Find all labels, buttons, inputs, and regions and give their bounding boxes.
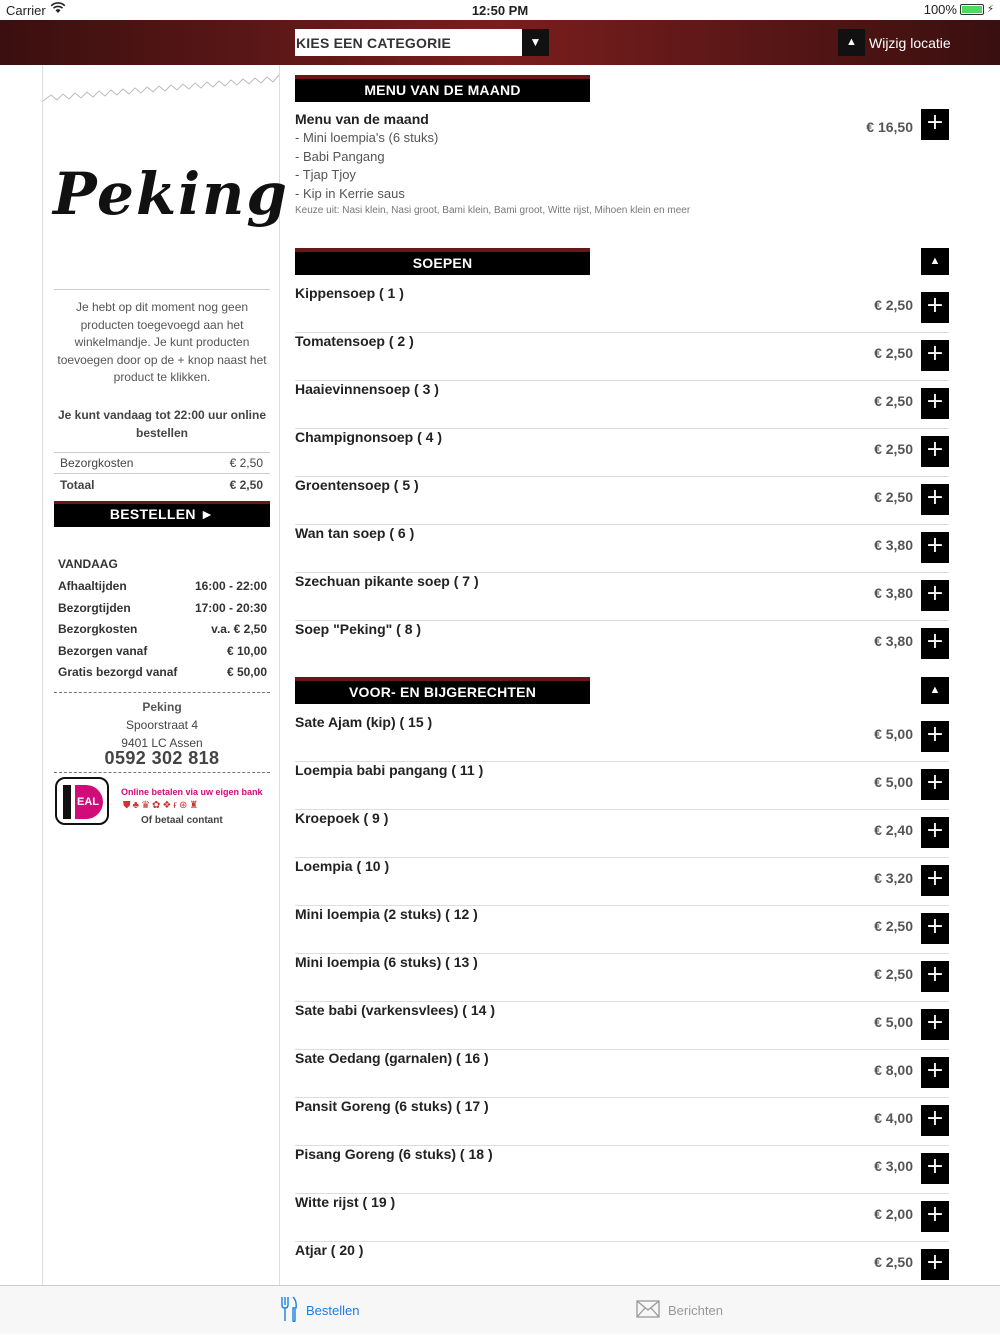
hours-row bbox=[58, 622, 267, 636]
fork-knife-icon bbox=[280, 1296, 298, 1325]
clock: 12:50 PM bbox=[471, 3, 529, 18]
hours-label: Bezorgkosten bbox=[58, 622, 138, 636]
hours-label: Afhaaltijden bbox=[58, 579, 127, 593]
menu-item-name: Pansit Goreng (6 stuks) ( 17 ) bbox=[295, 1098, 489, 1114]
menu-item bbox=[295, 1194, 949, 1242]
divider bbox=[54, 289, 270, 290]
add-to-cart-button[interactable]: + bbox=[921, 484, 949, 515]
menu-item bbox=[295, 525, 949, 573]
menu-item bbox=[295, 381, 949, 429]
menu-item-name: Kroepoek ( 9 ) bbox=[295, 810, 389, 826]
menu-item-name: Soep "Peking" ( 8 ) bbox=[295, 621, 422, 637]
carrier-label: Carrier bbox=[6, 3, 46, 18]
cart-delivery-row bbox=[60, 456, 263, 470]
status-bar bbox=[0, 0, 1000, 20]
menu-item bbox=[295, 858, 949, 906]
cart-total-label: Totaal bbox=[60, 478, 95, 492]
menu-item-price: € 2,50 bbox=[874, 393, 913, 409]
cart-delivery-label: Bezorgkosten bbox=[60, 456, 134, 470]
menu-item-price: € 2,50 bbox=[874, 345, 913, 361]
menu-item-name: Witte rijst ( 19 ) bbox=[295, 1194, 396, 1210]
menu-item-price: € 2,50 bbox=[874, 297, 913, 313]
hours-row bbox=[58, 665, 267, 679]
add-to-cart-button[interactable]: + bbox=[921, 532, 949, 563]
triangle-up-icon: ▲ bbox=[838, 29, 865, 56]
hours-title: VANDAAG bbox=[58, 557, 118, 571]
hours-row bbox=[58, 644, 267, 658]
add-to-cart-button[interactable]: + bbox=[921, 1057, 949, 1088]
menu-item-name: Menu van de maand bbox=[295, 111, 429, 127]
menu-item-name: Sate Ajam (kip) ( 15 ) bbox=[295, 714, 433, 730]
add-to-cart-button[interactable]: + bbox=[921, 1153, 949, 1184]
torn-paper-edge bbox=[43, 65, 281, 105]
menu-item-price: € 2,40 bbox=[874, 822, 913, 838]
menu-item-price: € 5,00 bbox=[874, 774, 913, 790]
menu-item-name: Szechuan pikante soep ( 7 ) bbox=[295, 573, 479, 589]
cart-delivery-value: € 2,50 bbox=[229, 456, 263, 470]
add-to-cart-button[interactable]: + bbox=[921, 913, 949, 944]
add-to-cart-button[interactable]: + bbox=[921, 580, 949, 611]
add-to-cart-button[interactable]: + bbox=[921, 1201, 949, 1232]
add-to-cart-button[interactable]: + bbox=[921, 817, 949, 848]
menu-item-price: € 2,50 bbox=[874, 966, 913, 982]
menu-item-price: € 3,80 bbox=[874, 585, 913, 601]
menu-item bbox=[295, 1098, 949, 1146]
ideal-logo-icon: EAL bbox=[55, 777, 109, 825]
menu-item-line: - Mini loempia's (6 stuks) bbox=[295, 130, 439, 145]
menu-item-name: Atjar ( 20 ) bbox=[295, 1242, 364, 1258]
category-select-label: KIES EEN CATEGORIE bbox=[296, 35, 452, 51]
category-select[interactable] bbox=[295, 29, 549, 56]
cash-text: Of betaal contant bbox=[141, 815, 223, 826]
battery-indicator bbox=[924, 2, 994, 17]
add-to-cart-button[interactable]: + bbox=[921, 292, 949, 323]
menu-item bbox=[295, 1146, 949, 1194]
menu-item bbox=[295, 954, 949, 1002]
tab-berichten[interactable] bbox=[636, 1286, 723, 1335]
add-to-cart-button[interactable]: + bbox=[921, 1105, 949, 1136]
tab-label: Berichten bbox=[668, 1303, 723, 1318]
divider bbox=[54, 473, 270, 474]
menu-item bbox=[295, 333, 949, 381]
order-button[interactable]: BESTELLEN ► bbox=[54, 501, 270, 527]
charging-icon: ⚡ bbox=[986, 4, 994, 15]
hours-label: Gratis bezorgd vanaf bbox=[58, 665, 178, 679]
hours-value: v.a. € 2,50 bbox=[211, 622, 267, 636]
menu-item-name: Wan tan soep ( 6 ) bbox=[295, 525, 415, 541]
hours-label: Bezorgen vanaf bbox=[58, 644, 148, 658]
add-to-cart-button[interactable]: + bbox=[921, 769, 949, 800]
menu-item bbox=[295, 1050, 949, 1098]
menu-item-price: € 3,80 bbox=[874, 633, 913, 649]
menu-item bbox=[295, 621, 949, 669]
menu-item-name: Tomatensoep ( 2 ) bbox=[295, 333, 414, 349]
add-to-cart-button[interactable]: + bbox=[921, 628, 949, 659]
restaurant-city: 9401 LC Assen bbox=[121, 736, 203, 750]
menu-item-price: € 3,20 bbox=[874, 870, 913, 886]
add-to-cart-button[interactable]: + bbox=[921, 1249, 949, 1280]
section-title-soepen: SOEPEN bbox=[295, 248, 590, 275]
collapse-section-button[interactable]: ▲ bbox=[921, 677, 949, 704]
menu-item-price: € 2,50 bbox=[874, 1254, 913, 1270]
empty-cart-message: Je hebt op dit moment nog geen producten toegevoegd aan het winkelmandje. Je kunt producten toevoegen door op de + knop naast het product te klikken. bbox=[57, 300, 267, 384]
chevron-down-icon[interactable]: ▼ bbox=[522, 29, 549, 56]
add-to-cart-button[interactable]: + bbox=[921, 340, 949, 371]
envelope-icon bbox=[636, 1300, 660, 1321]
menu-item-name: Mini loempia (6 stuks) ( 13 ) bbox=[295, 954, 478, 970]
menu-item-name: Sate babi (varkensvlees) ( 14 ) bbox=[295, 1002, 495, 1018]
menu-item bbox=[295, 762, 949, 810]
menu-item-price: € 2,50 bbox=[874, 489, 913, 505]
menu-item-name: Groentensoep ( 5 ) bbox=[295, 477, 419, 493]
add-to-cart-button[interactable]: + bbox=[921, 436, 949, 467]
hours-row bbox=[58, 601, 267, 615]
menu-item-price: € 5,00 bbox=[874, 726, 913, 742]
tab-label: Bestellen bbox=[306, 1303, 360, 1318]
menu-item-name: Sate Oedang (garnalen) ( 16 ) bbox=[295, 1050, 489, 1066]
menu-item bbox=[295, 285, 949, 333]
hours-value: € 10,00 bbox=[226, 644, 267, 658]
menu-item bbox=[295, 429, 949, 477]
menu-item-name: Pisang Goreng (6 stuks) ( 18 ) bbox=[295, 1146, 493, 1162]
change-location-label: Wijzig locatie bbox=[869, 34, 951, 51]
menu-item-price: € 2,50 bbox=[874, 441, 913, 457]
menu-item-price: € 2,00 bbox=[874, 1206, 913, 1222]
menu-item-price: € 16,50 bbox=[866, 119, 913, 135]
add-to-cart-button[interactable]: + bbox=[921, 1009, 949, 1040]
menu-item-name: Champignonsoep ( 4 ) bbox=[295, 429, 442, 445]
add-to-cart-button[interactable]: + bbox=[921, 109, 949, 140]
menu-item-price: € 4,00 bbox=[874, 1110, 913, 1126]
dashed-divider bbox=[54, 692, 270, 693]
sidebar bbox=[42, 65, 289, 1285]
cart-total-value: € 2,50 bbox=[229, 478, 263, 492]
bank-icons: ⛊♣♛✿❖ғ⊛♜ bbox=[123, 800, 201, 811]
menu-item-name: Kippensoep ( 1 ) bbox=[295, 285, 404, 301]
change-location-button[interactable] bbox=[838, 29, 951, 56]
menu-item-name: Loempia babi pangang ( 11 ) bbox=[295, 762, 484, 778]
collapse-section-button[interactable]: ▲ bbox=[921, 248, 949, 275]
menu-item bbox=[295, 1002, 949, 1050]
battery-percent: 100% bbox=[923, 2, 957, 17]
tab-bestellen[interactable] bbox=[280, 1286, 359, 1335]
add-to-cart-button[interactable]: + bbox=[921, 865, 949, 896]
menu-item bbox=[295, 714, 949, 762]
menu-item-line: - Kip in Kerrie saus bbox=[295, 186, 405, 201]
top-bar bbox=[0, 20, 1000, 65]
menu-item bbox=[295, 906, 949, 954]
dashed-divider bbox=[54, 772, 270, 773]
hours-row bbox=[58, 579, 267, 593]
menu-item-price: € 2,50 bbox=[874, 918, 913, 934]
menu-item-name: Mini loempia (2 stuks) ( 12 ) bbox=[295, 906, 478, 922]
menu-item-choices: Keuze uit: Nasi klein, Nasi groot, Bami klein, Bami groot, Witte rijst, Mihoen klein en meer bbox=[295, 205, 691, 216]
tab-bar bbox=[0, 1285, 1000, 1334]
menu-item-line: - Babi Pangang bbox=[295, 149, 385, 164]
add-to-cart-button[interactable]: + bbox=[921, 721, 949, 752]
hours-label: Bezorgtijden bbox=[58, 601, 131, 615]
menu-item-price: € 3,80 bbox=[874, 537, 913, 553]
menu-item bbox=[295, 477, 949, 525]
section-title-menu-maand: MENU VAN DE MAAND bbox=[295, 75, 590, 102]
restaurant-logo: Peking bbox=[53, 160, 289, 228]
battery-icon bbox=[960, 4, 984, 15]
menu-item-line: - Tjap Tjoy bbox=[295, 167, 356, 182]
restaurant-street: Spoorstraat 4 bbox=[125, 718, 199, 732]
menu-item bbox=[295, 1242, 949, 1290]
menu-item-price: € 8,00 bbox=[874, 1062, 913, 1078]
restaurant-name: Peking bbox=[142, 700, 182, 714]
menu-item-name: Loempia ( 10 ) bbox=[295, 858, 390, 874]
menu-item bbox=[295, 573, 949, 621]
order-until-message: Je kunt vandaag tot 22:00 uur online bestellen bbox=[57, 408, 267, 440]
restaurant-phone[interactable]: 0592 302 818 bbox=[104, 748, 220, 768]
add-to-cart-button[interactable]: + bbox=[921, 388, 949, 419]
cart-total-row bbox=[60, 478, 263, 492]
hours-value: 16:00 - 22:00 bbox=[194, 579, 267, 593]
menu-item bbox=[295, 810, 949, 858]
divider bbox=[54, 452, 270, 453]
menu-item-price: € 3,00 bbox=[874, 1158, 913, 1174]
hours-value: € 50,00 bbox=[226, 665, 267, 679]
hours-value: 17:00 - 20:30 bbox=[194, 601, 267, 615]
ideal-text: Online betalen via uw eigen bank bbox=[121, 787, 263, 797]
section-title-voorgerechten: VOOR- EN BIJGERECHTEN bbox=[295, 677, 590, 704]
menu-item-price: € 5,00 bbox=[874, 1014, 913, 1030]
menu-item-name: Haaievinnensoep ( 3 ) bbox=[295, 381, 439, 397]
add-to-cart-button[interactable]: + bbox=[921, 961, 949, 992]
